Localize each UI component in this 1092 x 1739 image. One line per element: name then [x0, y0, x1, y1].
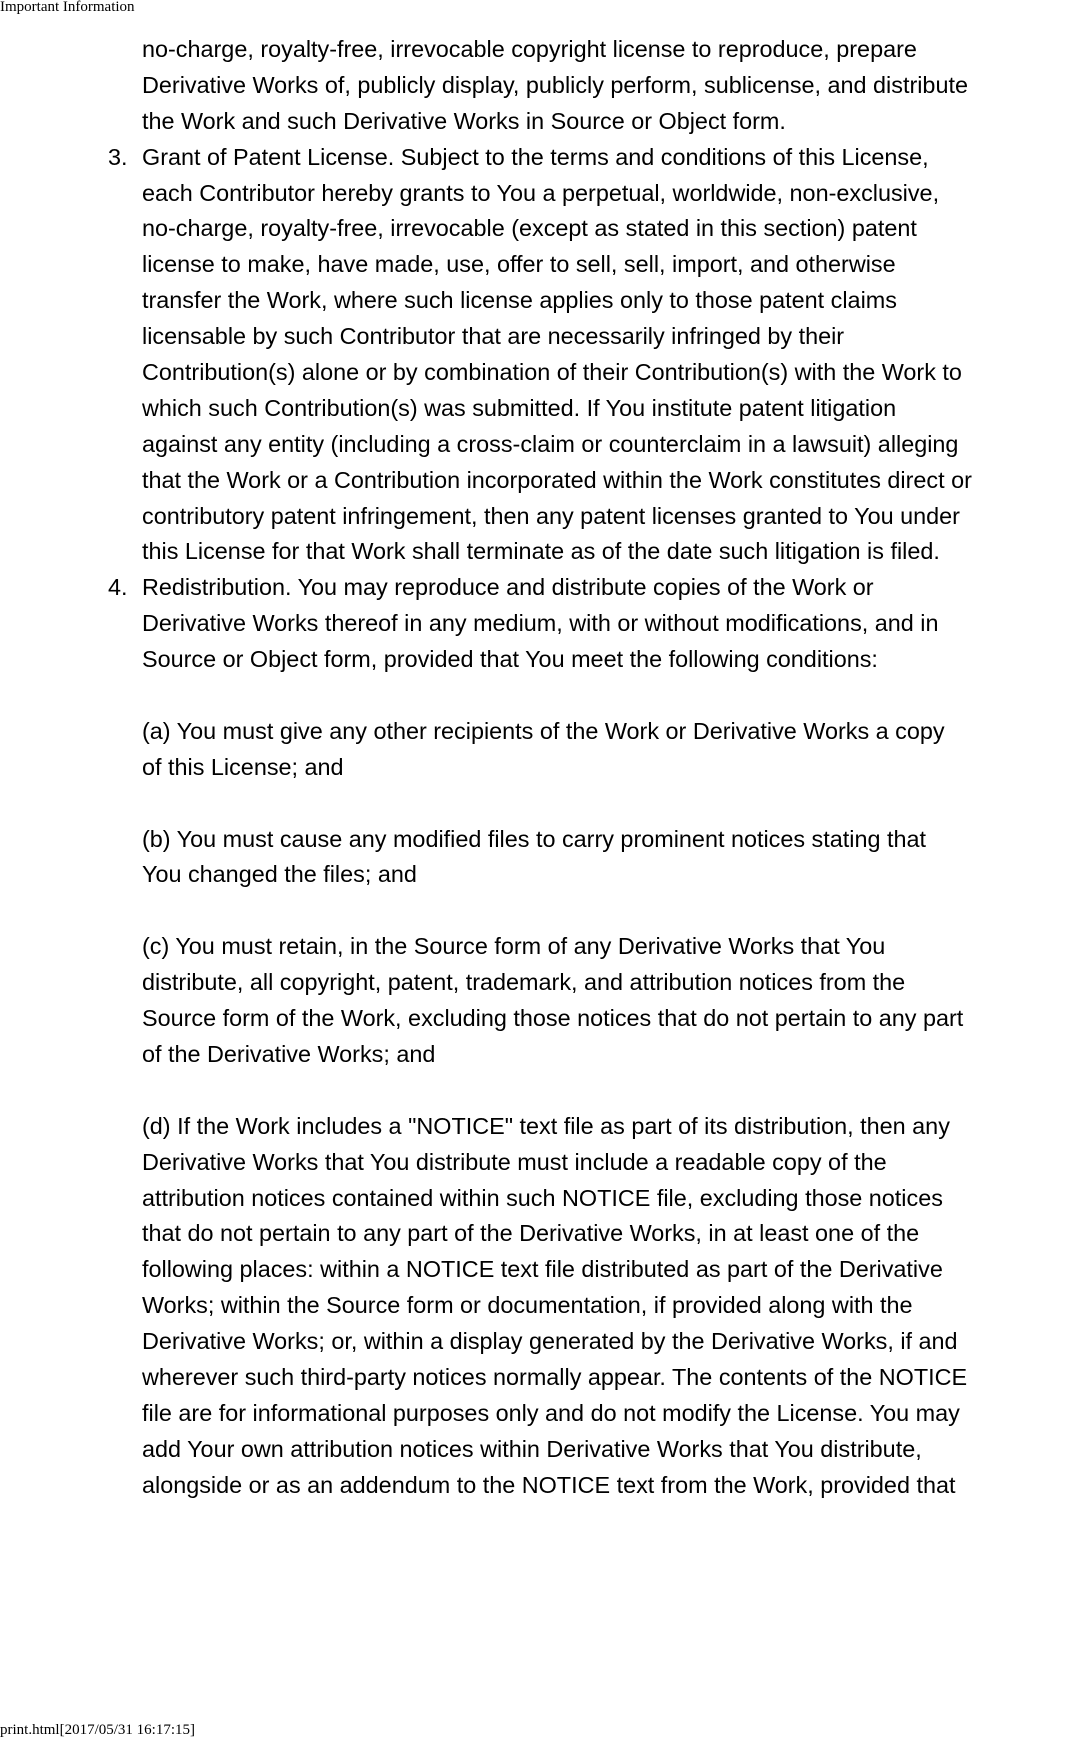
- line-text: Grant of Patent License. Subject to the terms and conditions of this License,: [142, 143, 929, 170]
- text-line: [0, 857, 1092, 893]
- line-text: each Contributor hereby grants to You a perpetual, worldwide, non-exclusive,: [142, 179, 940, 206]
- text-line: [0, 822, 1092, 858]
- line-text: file are for informational purposes only and do not modify the License. You may: [142, 1399, 960, 1426]
- line-text: Redistribution. You may reproduce and distribute copies of the Work or: [142, 574, 874, 601]
- line-text: add Your own attribution notices within Derivative Works that You distribute,: [142, 1435, 922, 1462]
- blank-line: [0, 786, 1092, 822]
- text-line: [0, 642, 1092, 678]
- line-text: Contribution(s) alone or by combination of their Contribution(s) with the Work to: [142, 359, 962, 386]
- line-text: this License for that Work shall terminate as of the date such litigation is filed.: [142, 538, 940, 565]
- text-line: [0, 32, 1092, 68]
- text-line: [0, 1037, 1092, 1073]
- text-line: [0, 104, 1092, 140]
- text-line: [0, 750, 1092, 786]
- line-text: (b) You must cause any modified files to carry prominent notices stating that: [142, 825, 926, 852]
- line-text: distribute, all copyright, patent, trademark, and attribution notices from the: [142, 969, 906, 996]
- line-text: Source or Object form, provided that You meet the following conditions:: [142, 646, 878, 673]
- list-item-number: 4.: [108, 574, 128, 601]
- line-text: Derivative Works that You distribute must include a readable copy of the: [142, 1148, 887, 1175]
- text-line: [0, 1252, 1092, 1288]
- line-text: (a) You must give any other recipients of the Work or Derivative Works a copy: [142, 717, 945, 744]
- line-text: alongside or as an addendum to the NOTICE text from the Work, provided that: [142, 1471, 956, 1498]
- text-line: [0, 534, 1092, 570]
- text-line: [0, 714, 1092, 750]
- text-line: [0, 1324, 1092, 1360]
- line-text: which such Contribution(s) was submitted. If You institute patent litigation: [142, 394, 897, 421]
- line-text: (c) You must retain, in the Source form of any Derivative Works that You: [142, 933, 886, 960]
- line-text: license to make, have made, use, offer to sell, sell, import, and otherwise: [142, 251, 896, 278]
- line-text: licensable by such Contributor that are necessarily infringed by their: [142, 323, 845, 350]
- text-line: [0, 463, 1092, 499]
- text-line: [0, 1145, 1092, 1181]
- text-line: [0, 427, 1092, 463]
- text-line: [0, 929, 1092, 965]
- line-text: (d) If the Work includes a "NOTICE" text file as part of its distribution, then any: [142, 1112, 950, 1139]
- text-line: [0, 570, 1092, 606]
- text-line: [0, 211, 1092, 247]
- line-text: no-charge, royalty-free, irrevocable (except as stated in this section) patent: [142, 215, 917, 242]
- text-line: [0, 1288, 1092, 1324]
- line-text: wherever such third-party notices normally appear. The contents of the NOTICE: [142, 1363, 968, 1390]
- text-line: [0, 606, 1092, 642]
- line-text: of the Derivative Works; and: [142, 1040, 436, 1067]
- text-line: [0, 1396, 1092, 1432]
- page-footer-source: print.html[2017/05/31 16:17:15]: [0, 1722, 195, 1738]
- line-text: no-charge, royalty-free, irrevocable copyright license to reproduce, prepare: [142, 36, 917, 62]
- text-line: [0, 140, 1092, 176]
- line-text: against any entity (including a cross-claim or counterclaim in a lawsuit) alleging: [142, 430, 959, 457]
- line-text: the Work and such Derivative Works in Source or Object form.: [142, 107, 786, 134]
- text-line: [0, 1001, 1092, 1037]
- line-text: of this License; and: [142, 753, 344, 780]
- text-line: [0, 247, 1092, 283]
- text-line: [0, 1181, 1092, 1217]
- text-line: [0, 965, 1092, 1001]
- blank-line: [0, 1073, 1092, 1109]
- line-text: Derivative Works thereof in any medium, with or without modifications, and in: [142, 610, 939, 637]
- text-line: [0, 176, 1092, 212]
- line-text: Source form of the Work, excluding those notices that do not pertain to any part: [142, 1005, 964, 1032]
- text-line: [0, 355, 1092, 391]
- line-text: contributory patent infringement, then any patent licenses granted to You under: [142, 502, 960, 529]
- line-text: Derivative Works of, publicly display, publicly perform, sublicense, and distribute: [142, 71, 968, 98]
- text-line: [0, 499, 1092, 535]
- line-text: You changed the files; and: [142, 861, 417, 888]
- text-line: [0, 1360, 1092, 1396]
- line-text: Works; within the Source form or documentation, if provided along with the: [142, 1292, 913, 1319]
- line-text: that the Work or a Contribution incorporated within the Work constitutes direct or: [142, 466, 972, 493]
- text-line: [0, 1109, 1092, 1145]
- text-line: [0, 319, 1092, 355]
- blank-line: [0, 893, 1092, 929]
- line-text: Derivative Works; or, within a display generated by the Derivative Works, if and: [142, 1328, 958, 1355]
- license-text-body: [0, 32, 1092, 1504]
- text-line: [0, 1468, 1092, 1504]
- line-text: that do not pertain to any part of the Derivative Works, in at least one of the: [142, 1220, 920, 1247]
- list-item-number: 3.: [108, 143, 128, 170]
- line-text: following places: within a NOTICE text file distributed as part of the Derivative: [142, 1256, 943, 1283]
- line-text: transfer the Work, where such license applies only to those patent claims: [142, 287, 897, 314]
- line-text: attribution notices contained within such NOTICE file, excluding those notices: [142, 1184, 943, 1211]
- text-line: [0, 283, 1092, 319]
- text-line: [0, 1216, 1092, 1252]
- text-line: [0, 1432, 1092, 1468]
- text-line: [0, 68, 1092, 104]
- blank-line: [0, 678, 1092, 714]
- text-line: [0, 391, 1092, 427]
- page-header-title: Important Information: [0, 0, 135, 15]
